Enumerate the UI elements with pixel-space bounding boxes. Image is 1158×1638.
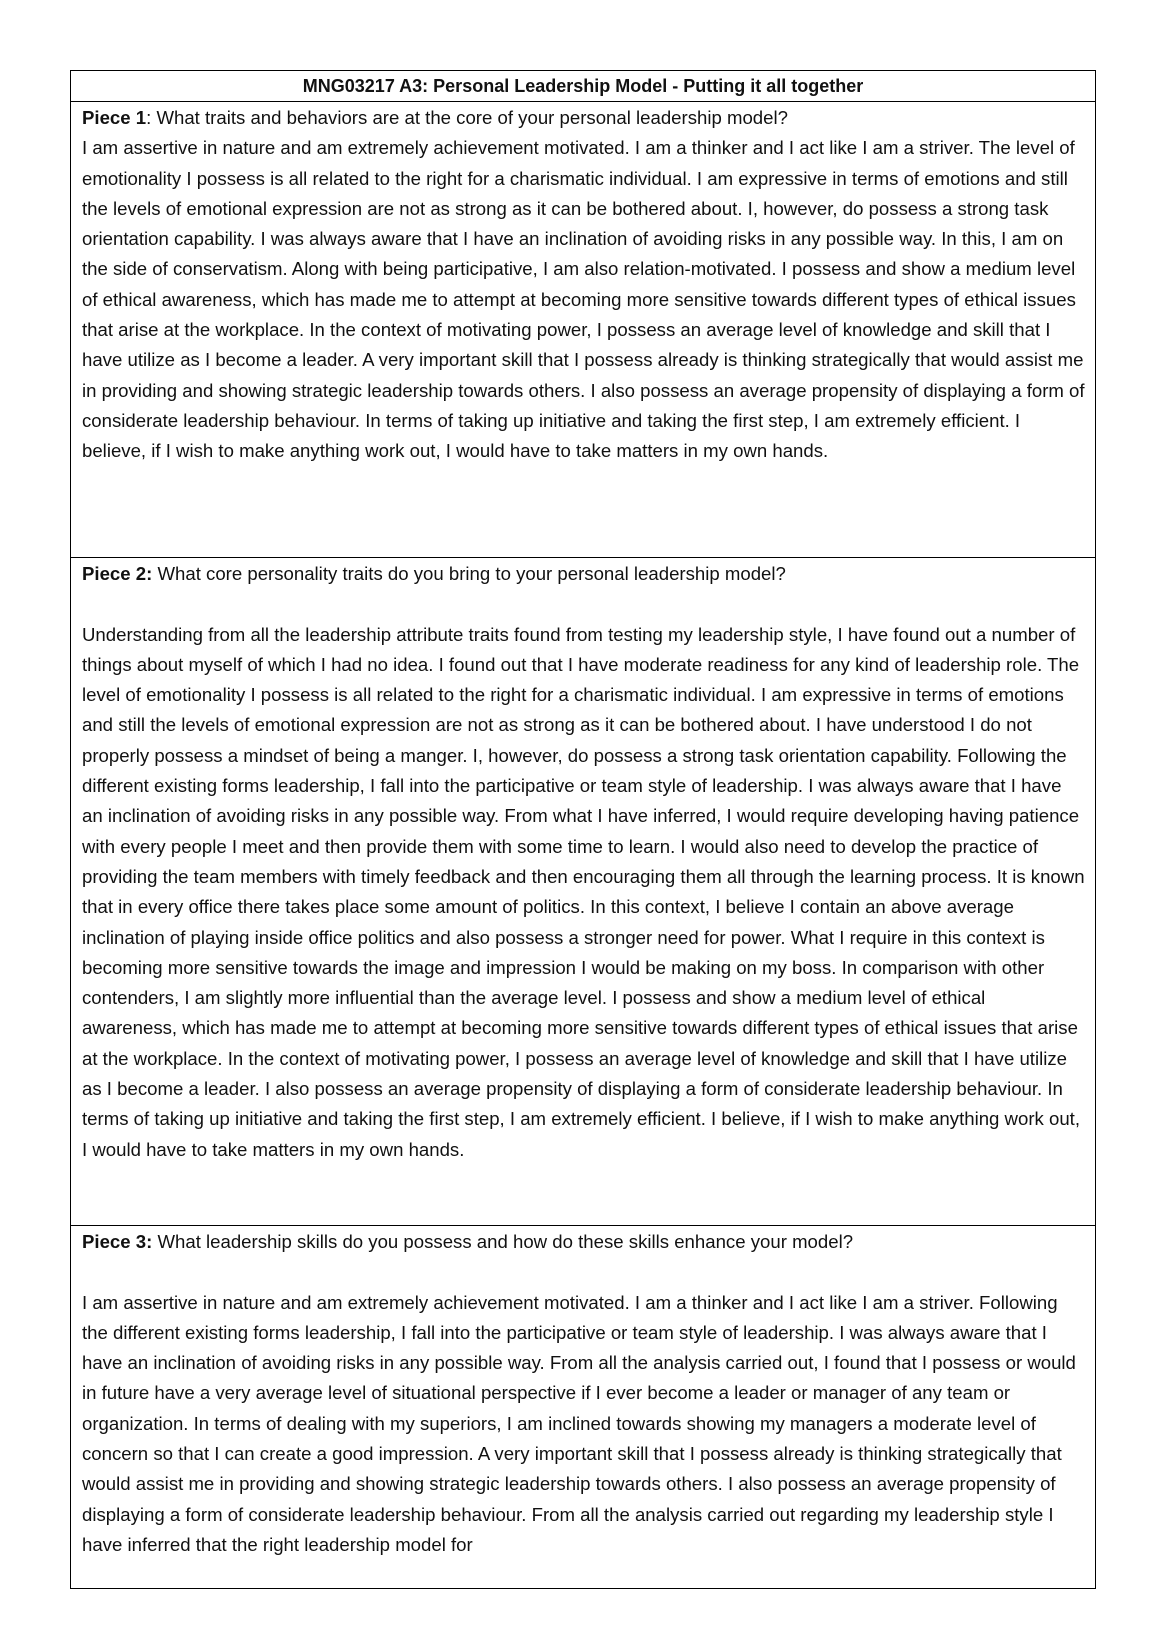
piece-1-cell — [71, 102, 1095, 558]
blank-line — [82, 589, 1085, 619]
piece-3-question: What leadership skills do you possess and how do these skills enhance your model? — [152, 1231, 854, 1252]
piece-2-cell — [71, 558, 1095, 1226]
piece-1-question: What traits and behaviors are at the core of your personal leadership model? — [151, 107, 788, 128]
piece-1-question-line — [82, 103, 1085, 133]
blank-line — [82, 1257, 1085, 1287]
piece-3-question-line — [82, 1227, 1085, 1257]
document-table — [70, 70, 1096, 1589]
piece-2-answer: Understanding from all the leadership attribute traits found from testing my leadership style, I have found out a number of things about myself of which I had no idea. I found out that I have moderate readiness for any kind of leadership role. The level of emotionality I possess is all related to the right for a charismatic individual. I am expressive in terms of emotions and still the levels of emotional expression are not as strong as it can be bothered about. I have understood I do not properly possess a mindset of being a manger. I, however, do possess a strong task orientation capability. Following the different existing forms leadership, I fall into the participative or team style of leadership. I was always aware that I have an inclination of avoiding risks in any possible way. From what I have inferred, I would require developing having patience with every people I meet and then provide them with some time to learn. I would also need to develop the practice of providing the team members with timely feedback and then encouraging them all through the learning process. It is known that in every office there takes place some amount of politics. In this context, I believe I contain an above average inclination of playing inside office politics and also possess a stronger need for power. What I require in this context is becoming more sensitive towards the image and impression I would be making on my boss. In comparison with other contenders, I am slightly more influential than the average level. I possess and show a medium level of ethical awareness, which has made me to attempt at becoming more sensitive towards different types of ethical issues that arise at the workplace. In the context of motivating power, I possess an average level of knowledge and skill that I have utilize as I become a leader. I also possess an average propensity of displaying a form of considerate leadership behaviour. In terms of taking up initiative and taking the first step, I am extremely efficient. I believe, if I wish to make anything work out, I would have to take matters in my own hands. — [82, 623, 1085, 1160]
piece-2-label: Piece 2: — [82, 563, 153, 584]
piece-2-question: What core personality traits do you bring to your personal leadership model? — [152, 563, 786, 584]
piece-3-answer: I am assertive in nature and am extremely achievement motivated. I am a thinker and I act like I am a striver. Following the different existing forms leadership, I fall into the participative or team style of leadership. I was always aware that I have an inclination of avoiding risks in any possible way. From all the analysis carried out, I found that I possess or would in future have a very average level of situational perspective if I ever become a leader or manager of any team or organization. In terms of dealing with my superiors, I am inclined towards showing my managers a moderate level of concern so that I can create a good impression. A very important skill that I possess already is thinking strategically that would assist me in providing and showing strategic leadership towards others. I also possess an average propensity of displaying a form of considerate leadership behaviour. From all the analysis carried out regarding my leadership style I have inferred that the right leadership model for — [82, 1291, 1076, 1555]
piece-3-cell — [71, 1226, 1095, 1588]
piece-1-separator: : — [146, 107, 152, 128]
piece-1-label: Piece 1 — [82, 107, 147, 128]
piece-1-answer: I am assertive in nature and am extremely achievement motivated. I am a thinker and I act like I am a striver. The level of emotionality I possess is all related to the right for a charismatic individual. I am expressive in terms of emotions and still the levels of emotional expression are not as strong as it can be bothered about. I, however, do possess a strong task orientation capability. I was always aware that I have an inclination of avoiding risks in any possible way. In this, I am on the side of conservatism. Along with being participative, I am also relation-motivated. I possess and show a medium level of ethical awareness, which has made me to attempt at becoming more sensitive towards different types of ethical issues that arise at the workplace. In the context of motivating power, I possess an average level of knowledge and skill that I have utilize as I become a leader. A very important skill that I possess already is thinking strategically that would assist me in providing and showing strategic leadership towards others. I also possess an average propensity of displaying a form of considerate leadership behaviour. In terms of taking up initiative and taking the first step, I am extremely efficient. I believe, if I wish to make anything work out, I would have to take matters in my own hands. — [82, 137, 1085, 462]
document-title: MNG03217 A3: Personal Leadership Model - Putting it all together — [71, 71, 1095, 102]
piece-2-question-line — [82, 559, 1085, 589]
piece-3-label: Piece 3: — [82, 1231, 153, 1252]
